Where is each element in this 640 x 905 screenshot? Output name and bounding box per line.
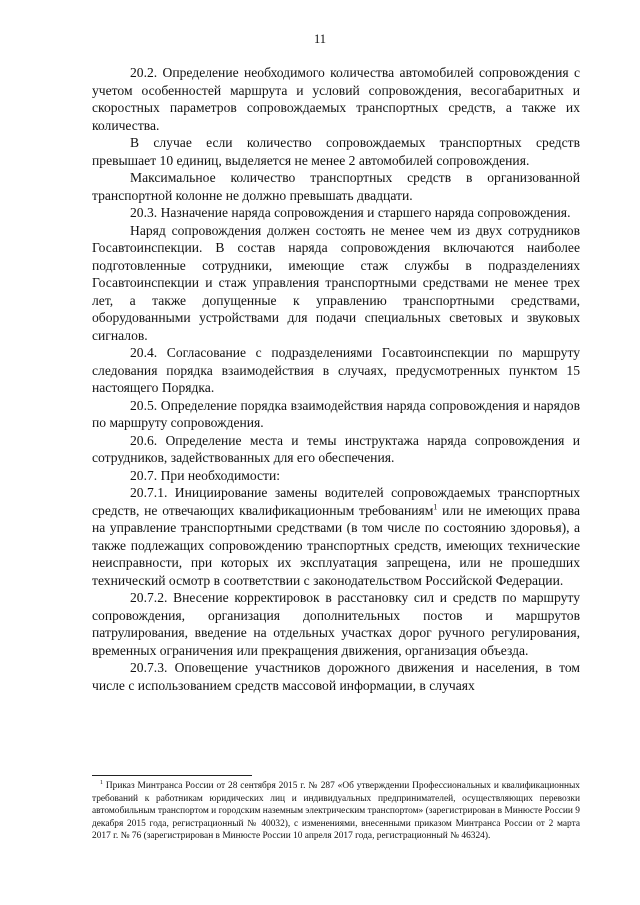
paragraph-20-3: 20.3. Назначение наряда сопровождения и старшего наряда сопровождения.: [130, 205, 571, 220]
paragraph-20-4: 20.4. Согласование с подразделениями Госавтоинспекции по маршруту следования порядка взаимодействия в случаях, предусмотренных пунктом 15 настоящего Порядка.: [92, 345, 580, 395]
paragraph-20-7: 20.7. При необходимости:: [130, 467, 281, 483]
paragraph-20-7-1: [92, 484, 580, 589]
page-number: 11: [313, 32, 327, 46]
footnote: [92, 780, 580, 843]
footnote-1: [92, 780, 580, 843]
paragraph-20-6: 20.6. Определение места и темы инструктажа наряда сопровождения и сотрудников, задействованных для его обеспечения.: [92, 432, 580, 465]
paragraph-20-5: 20.5. Определение порядка взаимодействия наряда сопровождения и нарядов по маршруту сопровождения.: [92, 397, 580, 430]
paragraph-20-7-3: 20.7.3. Оповещение участников дорожного движения и населения, в том числе с использованием средств массовой информации, в случаях: [92, 660, 580, 693]
paragraph-escort-squad: Наряд сопровождения должен состоять не менее чем из двух сотрудников Госавтоинспекции. В состав наряда сопровождения включаются наиболее подготовленные сотрудники, имеющие стаж службы в подразделениях Госавтоинспекции и стаж управления транспортными средствами не менее трех лет, а также допущенные к управлению транспортными средствами, оборудованными устройствами для подачи специальных световых и звуковых сигналов.: [92, 222, 580, 343]
paragraph-escort-count: В случае если количество сопровождаемых транспортных средств превышает 10 единиц, выделяется не менее 2 автомобилей сопровождения.: [92, 135, 580, 168]
footnote-marker: 1: [100, 779, 103, 786]
paragraph-20-2: 20.2. Определение необходимого количества автомобилей сопровождения с учетом особенностей маршрута и условий сопровождения, весогабаритных и скоростных параметров сопровождаемых транспортных средств, а также их количества.: [92, 65, 580, 133]
body-text: [92, 64, 580, 694]
paragraph-20-7-2: 20.7.2. Внесение корректировок в расстановку сил и средств по маршруту сопровождения, организация дополнительных постов и маршрутов патрулирования, введение на отдельных участках дорог ручного регулирования, временных ограничения или прекращения движения, организация объезда.: [92, 590, 580, 658]
footnote-reference[interactable]: 1: [433, 501, 438, 511]
footnote-divider: [92, 775, 252, 776]
footnote-text: Приказ Минтранса России от 28 сентября 2015 г. № 287 «Об утверждении Профессиональных и квалификационных требований к работникам юридических лиц и индивидуальных предпринимателей, осуществляющих перевозки автомобильным транспортом и городским наземным электрическим транспортом» (зарегистрирован в Минюсте России 9 декабря 2015 года, регистрационный № 40032), с изменениями, внесенными приказом Минтранса России от 2 марта 2017 г. № 76 (зарегистрирован в Минюсте России 10 апреля 2017 года, регистрационный № 46324).: [92, 781, 580, 841]
paragraph-column-limit: Максимальное количество транспортных средств в организованной транспортной колонне не должно превышать двадцати.: [92, 170, 580, 203]
paragraph-20-7-1-text-end: или не имеющих права на управление транспортными средствами (в том числе по состоянию здоровья), а также подлежащих сопровождению транспортных средств, имеющих технические неисправности, при которых их эксплуатация запрещена, или не прошедших технический осмотр в соответствии с законодательством Российской Федерации.: [92, 502, 581, 588]
paragraph-20-7-1-text-start: 20.7.1. Инициирование замены водителей сопровождаемых транспортных средств, не отвечающих квалификационным требованиям: [92, 485, 580, 518]
